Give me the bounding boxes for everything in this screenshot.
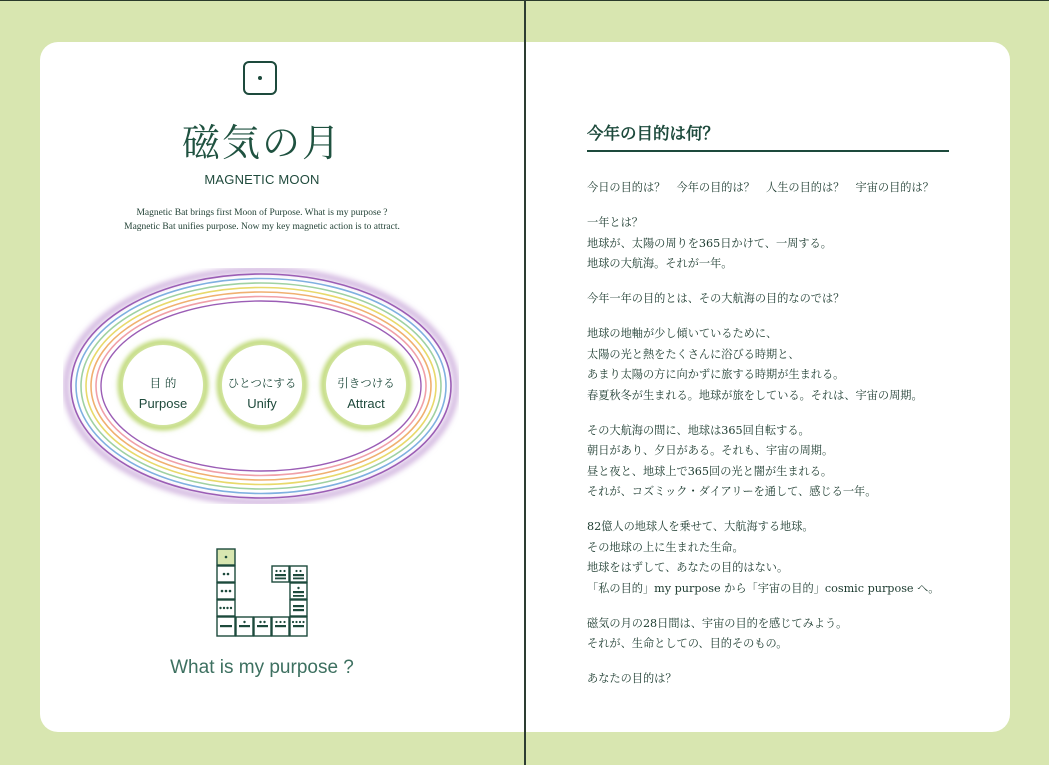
paragraph: 一年とは？ 地球が、太陽の周りを365日かけて、一周する。 地球の大航海。それが一年。 [587, 216, 832, 270]
unify-en-label: Unify [247, 396, 277, 411]
page-title: 磁気の月 [181, 121, 342, 165]
paragraph: 今日の目的は？ 今年の目的は？ 人生の目的は？ 宇宙の目的は？ [587, 181, 934, 194]
paragraph: 今年一年の目的とは、その大航海の目的なのでは？ [587, 292, 845, 305]
attract-jp-label: 引きつける [337, 376, 395, 390]
attract-en-label: Attract [347, 396, 385, 411]
closing-question: What is my purpose ? [170, 657, 354, 678]
section-heading: 今年の目的は何？ [587, 124, 719, 143]
paragraph: 地球の地軸が少し傾いているために、 太陽の光と熱をたくさんに浴びる時期と、 あまり太陽の方に向かずに旅する時期が生まれる。 春夏秋冬が生まれる。地球が旅をしている。それは、宇宙の周期。 [587, 327, 923, 402]
body-text [587, 178, 997, 704]
paragraph: 磁気の月の28日間は、宇宙の目的を感じてみよう。 それが、生命としての、目的そのもの。 [587, 616, 848, 650]
purpose-jp-label: 目 的 [149, 376, 177, 390]
book-spine [524, 0, 526, 765]
description-line: Magnetic Bat brings first Moon of Purpose. What is my purpose ? [136, 208, 388, 218]
magnetic-tone-icon [243, 61, 277, 95]
tone-tower-glyph [216, 548, 311, 640]
paragraph: あなたの目的は？ [587, 672, 677, 685]
paragraph: その大航海の間に、地球は365回自転する。 朝日があり、夕日がある。それも、宇宙の周期。 昼と夜と、地球上で365回の光と闇が生まれる。 それが、コズミック・ダイアリーを通して、感じる一年。 [587, 423, 877, 498]
heading-underline [587, 150, 949, 152]
purpose-en-label: Purpose [138, 396, 188, 411]
page-subtitle: MAGNETIC MOON [204, 172, 320, 187]
description-line: Magnetic Bat unifies purpose. Now my key magnetic action is to attract. [124, 222, 400, 232]
unify-jp-label: ひとつにする [227, 376, 297, 390]
paragraph: 82億人の地球人を乗せて、大航海する地球。 その地球の上に生まれた生命。 地球をはずして、あなたの目的はない。 「私の目的」my purpose から「宇宙の目的」cosmic purpose へ。 [587, 520, 940, 595]
